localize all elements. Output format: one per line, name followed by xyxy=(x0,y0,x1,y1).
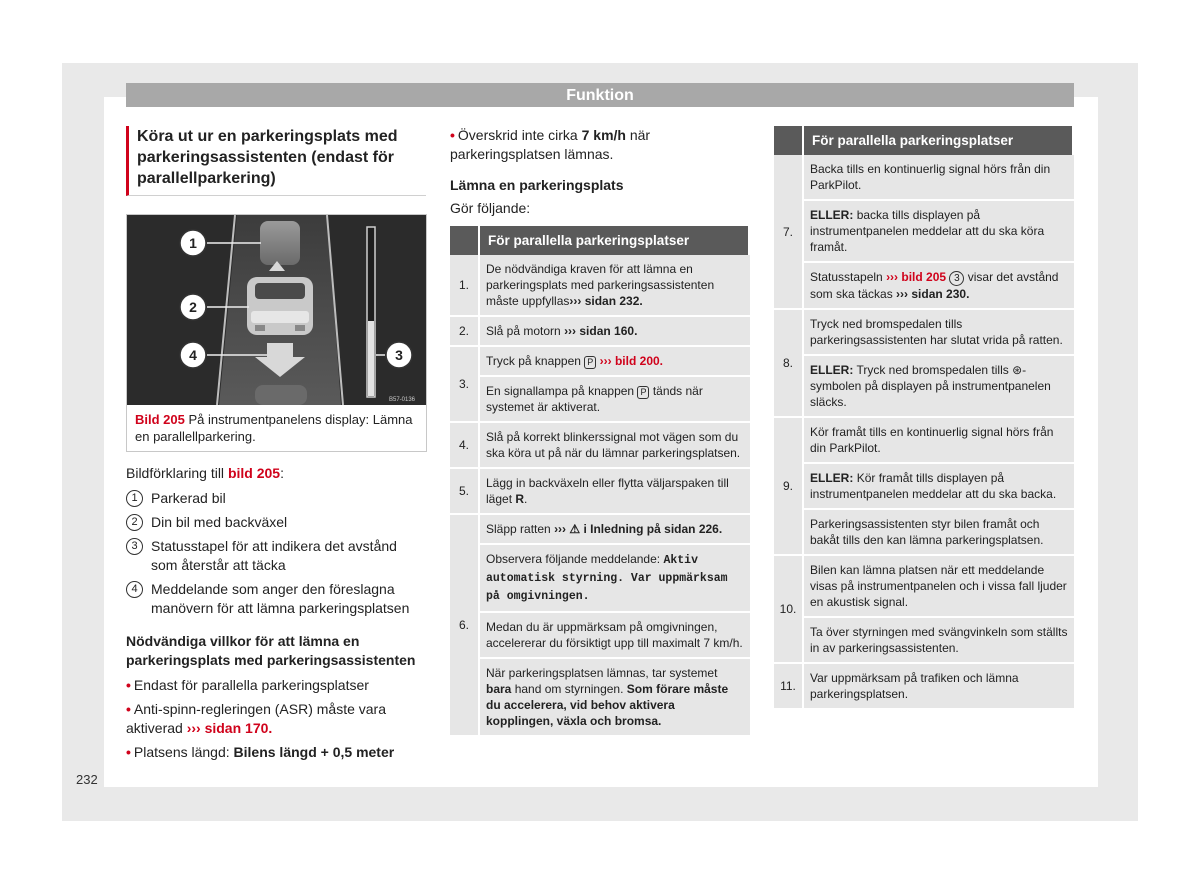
park-button-icon: P xyxy=(637,386,649,399)
step-num: 11. xyxy=(774,664,804,710)
condition-text: Platsens längd: xyxy=(133,744,230,760)
legend-list xyxy=(126,489,426,618)
step-num: 3. xyxy=(450,347,480,423)
table-row xyxy=(450,423,750,469)
speed-pre: Överskrid inte cirka xyxy=(457,127,578,143)
callout-1-label: 1 xyxy=(189,235,197,251)
table-row xyxy=(774,418,1074,464)
step-text: Var uppmärksam på trafiken och lämna parkeringsplatsen. xyxy=(804,664,1074,710)
bullet-dot: • xyxy=(126,677,131,693)
speed-note xyxy=(450,126,750,164)
step-text: Tryck ned bromspedalen tills parkeringsassistenten har slutat vrida på ratten. xyxy=(804,310,1074,356)
legend-item xyxy=(126,580,426,618)
callout-4-label: 4 xyxy=(189,347,197,363)
table-header-title: För parallella parkeringsplatser xyxy=(804,126,1074,155)
leave-title: Lämna en parkeringsplats xyxy=(450,177,624,193)
step-text: Medan du är uppmärksam på omgivningen, accelererar du försiktigt upp till maximalt 7 km/h. xyxy=(480,613,750,659)
table-header-row xyxy=(450,226,750,255)
step-num: 7. xyxy=(774,155,804,310)
table-header-title: För parallella parkeringsplatser xyxy=(480,226,750,255)
step-num: 8. xyxy=(774,310,804,418)
step-text: Ta över styrningen med svängvinkeln som ställts in av parkeringsassistenten. xyxy=(804,618,1074,664)
legend-num: 3 xyxy=(126,538,143,555)
display-message: Aktiv automatisk styrning. Var uppmärksam på omgivningen. xyxy=(486,554,728,603)
step-text: De nödvändiga kraven för att lämna en parkeringsplats med parkeringsassistenten måste uppfyllas››› sidan 232. xyxy=(480,255,750,317)
legend-text: Parkerad bil xyxy=(151,490,226,506)
table-row xyxy=(450,545,750,613)
legend-num: 4 xyxy=(126,581,143,598)
table-row xyxy=(774,356,1074,418)
legend-intro-text: Bildförklaring till xyxy=(126,465,225,481)
callout-3-label: 3 xyxy=(395,347,403,363)
step-text: ELLER: Kör framåt tills displayen på instrumentpanelen meddelar att du ska backa. xyxy=(804,464,1074,510)
parking-display-illustration xyxy=(127,215,426,405)
condition-link[interactable]: ››› sidan 170. xyxy=(186,720,273,736)
speed-bold: 7 km/h xyxy=(581,127,626,143)
condition-item xyxy=(126,676,426,695)
do-following: Gör följande: xyxy=(450,200,531,216)
table-header-num xyxy=(450,226,480,255)
legend-num: 1 xyxy=(126,490,143,507)
parked-car-slot xyxy=(260,221,300,265)
legend-text: Din bil med backväxel xyxy=(151,514,288,530)
step-link[interactable]: ››› sidan 230. xyxy=(896,287,970,301)
legend-item xyxy=(126,513,426,532)
table-row xyxy=(774,263,1074,310)
step-link[interactable]: ››› bild 205 xyxy=(886,270,947,284)
reversing-car xyxy=(247,277,313,335)
condition-text: Anti-spinn-regleringen (ASR) måste vara aktiverad xyxy=(126,701,387,736)
table-row xyxy=(774,664,1074,710)
column-right xyxy=(774,126,1074,710)
step-text: En signallampa på knappen P tänds när systemet är aktiverat. xyxy=(480,377,750,423)
condition-item xyxy=(126,700,426,738)
legend-ref-link[interactable]: bild 205 xyxy=(227,465,281,481)
step-link[interactable]: ››› ⚠ i Inledning på sidan 226. xyxy=(554,522,723,536)
step-text: Tryck på knappen P ››› bild 200. xyxy=(480,347,750,377)
legend-item xyxy=(126,489,426,508)
table-row xyxy=(774,464,1074,510)
step-text: Släpp ratten ››› ⚠ i Inledning på sidan 226. xyxy=(480,515,750,545)
step-num: 5. xyxy=(450,469,480,515)
column-left xyxy=(126,126,426,767)
table-row xyxy=(450,515,750,545)
table-row xyxy=(450,317,750,347)
caption-ref: Bild 205 xyxy=(135,412,185,427)
step-text: Bilen kan lämna platsen när ett meddelande visas på instrumentpanelen och i vissa fall ljuder en akustisk signal. xyxy=(804,556,1074,618)
step-text: Lägg in backväxeln eller flytta väljarspaken till läget R. xyxy=(480,469,750,515)
bullet-dot: • xyxy=(126,744,131,760)
table-row xyxy=(774,556,1074,618)
table-row xyxy=(450,469,750,515)
step-text: Slå på motorn ››› sidan 160. xyxy=(480,317,750,347)
legend-intro xyxy=(126,464,426,483)
table-row xyxy=(774,510,1074,556)
legend-colon: : xyxy=(280,465,284,481)
callout-2-label: 2 xyxy=(189,299,197,315)
table-row xyxy=(774,155,1074,201)
table-row xyxy=(450,255,750,317)
table-row xyxy=(774,201,1074,263)
table-row xyxy=(774,310,1074,356)
step-text: Backa tills en kontinuerlig signal hörs från din ParkPilot. xyxy=(804,155,1074,201)
step-num: 2. xyxy=(450,317,480,347)
step-num: 9. xyxy=(774,418,804,556)
callout-ref: 3 xyxy=(949,271,964,286)
condition-item xyxy=(126,743,426,762)
steps-table-1 xyxy=(450,226,750,737)
condition-bold: Bilens längd + 0,5 meter xyxy=(233,744,395,760)
step-text: ELLER: backa tills displayen på instrumentpanelen meddelar att du ska köra framåt. xyxy=(804,201,1074,263)
step-text: Kör framåt tills en kontinuerlig signal hörs från din ParkPilot. xyxy=(804,418,1074,464)
step-link[interactable]: ››› sidan 232. xyxy=(569,294,643,308)
figure-205 xyxy=(126,214,427,452)
section-title: Köra ut ur en parkeringsplats med parkeringsassistenten (endast för parallellparkering) xyxy=(126,126,426,196)
conditions-title: Nödvändiga villkor för att lämna en parkeringsplats med parkeringsassistenten xyxy=(126,633,416,668)
legend-text: Meddelande som anger den föreslagna manövern för att lämna parkeringsplatsen xyxy=(151,581,410,616)
steps-table-2 xyxy=(774,126,1074,710)
figure-caption xyxy=(127,405,426,451)
step-text: Slå på korrekt blinkerssignal mot vägen som du ska köra ut på när du lämnar parkeringsplatsen. xyxy=(480,423,750,469)
table-row xyxy=(450,613,750,659)
legend-num: 2 xyxy=(126,514,143,531)
bullet-dot: • xyxy=(126,701,131,717)
speed-post: när parkeringsplatsen lämnas. xyxy=(450,127,651,162)
park-button-icon: P xyxy=(584,356,596,369)
table-header-num xyxy=(774,126,804,155)
section-header: Funktion xyxy=(126,83,1074,107)
legend-text: Statusstapel för att indikera det avstånd som återstår att täcka xyxy=(151,538,397,573)
status-bar xyxy=(367,227,375,397)
step-num: 1. xyxy=(450,255,480,317)
page-number: 232 xyxy=(76,772,98,787)
condition-text: Endast för parallella parkeringsplatser xyxy=(133,677,369,693)
step-num: 10. xyxy=(774,556,804,664)
step-text: När parkeringsplatsen lämnas, tar systemet bara hand om styrningen. Som förare måste du accelerera, vid behov aktivera kopplingen, växla och bromsa. xyxy=(480,659,750,737)
table-row xyxy=(450,659,750,737)
bullet-dot: • xyxy=(450,127,455,143)
step-num: 6. xyxy=(450,515,480,737)
figure-code: B57-0136 xyxy=(389,397,416,403)
table-row xyxy=(450,377,750,423)
table-row xyxy=(450,347,750,377)
table-header-row xyxy=(774,126,1074,155)
table-row xyxy=(774,618,1074,664)
step-text: Parkeringsassistenten styr bilen framåt och bakåt tills den kan lämna parkeringsplatsen. xyxy=(804,510,1074,556)
step-num: 4. xyxy=(450,423,480,469)
step-text: Observera följande meddelande: Aktiv automatisk styrning. Var uppmärksam på omgivningen. xyxy=(480,545,750,613)
step-text: ELLER: Tryck ned bromspedalen tills ⊛-symbolen på displayen på instrumentpanelen släcks. xyxy=(804,356,1074,418)
step-link[interactable]: ››› bild 200. xyxy=(599,354,663,368)
step-text: Statusstapeln ››› bild 205 3 visar det avstånd som ska täckas ››› sidan 230. xyxy=(804,263,1074,310)
column-middle xyxy=(450,126,750,737)
step-link[interactable]: ››› sidan 160. xyxy=(564,324,638,338)
display-graphic xyxy=(127,215,426,405)
legend-item xyxy=(126,537,426,575)
caption-text: På instrumentpanelens display: Lämna en parallellparkering. xyxy=(135,412,413,444)
conditions-list xyxy=(126,676,426,762)
